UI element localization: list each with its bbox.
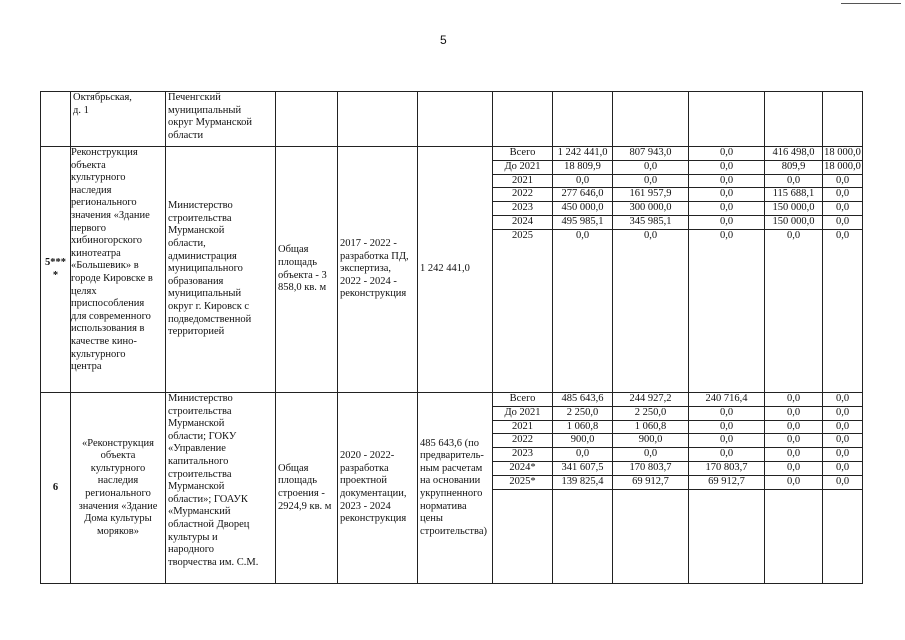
text-line: Министерство (168, 393, 233, 404)
funding-value: 0,0 (689, 407, 764, 421)
funding-value: 1 060,8 (613, 421, 688, 435)
capacity (276, 393, 338, 584)
text-line: культуры и (168, 531, 218, 543)
top-edge-line (841, 3, 901, 4)
funding-value: 244 927,2 (613, 393, 688, 407)
year-label: Всего (493, 393, 552, 407)
text-line: Мурманской (168, 418, 225, 430)
estimated-cost (418, 92, 493, 147)
text-line: приспособления (71, 298, 145, 310)
text-line: * (52, 269, 59, 281)
text-line: разработка (340, 462, 389, 474)
table-row (41, 393, 863, 584)
text-line: центра (71, 361, 102, 373)
text-line: областной Дворец (168, 518, 250, 530)
year-label: 2023 (493, 202, 552, 216)
text-line: строительства (168, 405, 232, 417)
table-row (41, 92, 863, 147)
year-label: 2022 (493, 188, 552, 202)
text-line: строения - (278, 488, 325, 499)
funding-value: 1 060,8 (553, 421, 612, 435)
text-line: Мурманской (168, 481, 225, 493)
text-line: культурного (90, 462, 146, 474)
text-line: Общая (278, 462, 309, 474)
funding-value: 0,0 (553, 448, 612, 462)
funding-value: 2 250,0 (613, 407, 688, 421)
funding-value: 150 000,0 (765, 202, 822, 216)
text-line: «Управление (168, 443, 226, 455)
funding-value: 0,0 (613, 175, 688, 189)
text-line: площадь (278, 475, 317, 487)
text-line: Министерство (168, 200, 233, 212)
years (493, 393, 553, 584)
text-line: «Реконструкция (82, 437, 154, 449)
year-label: 2021 (493, 421, 552, 435)
funding-local (765, 92, 823, 147)
funding-value: 416 498,0 (765, 147, 822, 161)
capacity (276, 92, 338, 147)
program-table (40, 91, 863, 584)
funding-value: 0,0 (823, 448, 862, 462)
funding-value: 0,0 (689, 147, 764, 161)
year-label: 2025 (512, 229, 533, 241)
funding-value: 0,0 (823, 202, 862, 216)
text-line: объекта (71, 159, 106, 171)
funding-value: 300 000,0 (613, 202, 688, 216)
text-line: 2020 - 2022- (340, 450, 395, 462)
text-line: наследия (71, 184, 112, 196)
funding-value: 0,0 (689, 421, 764, 435)
row-number (41, 147, 71, 393)
text-line: площадь (278, 256, 317, 268)
text-line: капитального (168, 455, 229, 467)
text-line: регионального (71, 197, 137, 209)
text-line: Октябрьская, (73, 92, 132, 103)
text-line: 485 643,6 (по (420, 437, 479, 449)
years (493, 147, 553, 393)
year-label: 2021 (493, 175, 552, 189)
funding-value: 1 242 441,0 (553, 147, 612, 161)
text-line: Реконструкция (71, 147, 138, 158)
text-line: наследия (97, 475, 139, 487)
funding-value: 0,0 (613, 448, 688, 462)
year-label: До 2021 (493, 161, 552, 175)
funding-regional (613, 393, 689, 584)
funding-value: 69 912,7 (613, 476, 688, 490)
text-line: первого (71, 222, 106, 234)
funding-value: 0,0 (823, 462, 862, 476)
text-line: области (168, 129, 204, 141)
object-name (71, 393, 166, 584)
funding-value: 0,0 (765, 421, 822, 435)
funding-value: 0,0 (765, 448, 822, 462)
text-line: д. 1 (73, 104, 89, 116)
funding-local (765, 147, 823, 393)
funding-value: 900,0 (613, 434, 688, 448)
text-line: Общая (278, 244, 309, 256)
text-line: значения «Здание (78, 500, 158, 512)
object-name (71, 92, 166, 147)
funding-other (823, 147, 863, 393)
text-line: муниципальный (168, 288, 242, 300)
row-number (41, 92, 71, 147)
funding-value: 485 643,6 (553, 393, 612, 407)
text-line: творчества им. С.М. (168, 556, 259, 568)
funding-value: 495 985,1 (553, 216, 612, 230)
funding-value: 0,0 (689, 175, 764, 189)
text-line: народного (168, 544, 214, 556)
text-line: округ Мурманской (168, 117, 253, 129)
funding-value: 69 912,7 (689, 476, 764, 490)
funding-total (553, 92, 613, 147)
text-line: Мурманской (168, 225, 225, 237)
year-label: 2025* (493, 476, 552, 490)
funding-value: 0,0 (689, 188, 764, 202)
period (338, 393, 418, 584)
text-line: предваритель- (420, 450, 484, 462)
text-line: экспертиза, (340, 263, 392, 275)
funding-value: 0,0 (689, 161, 764, 175)
text-line: Дома культуры (84, 513, 152, 525)
funding-other (823, 393, 863, 584)
text-line: «Мурманский (168, 506, 231, 518)
text-line: 1 242 441,0 (420, 263, 470, 275)
text-line: культурного (71, 172, 126, 184)
funding-value: 0,0 (765, 175, 822, 189)
funding-value: 18 000,0 (823, 161, 862, 175)
text-line: кинотеатра (71, 247, 121, 259)
year-label: Всего (493, 147, 552, 161)
funding-value: 809,9 (765, 161, 822, 175)
funding-value: 240 716,4 (689, 393, 764, 407)
capacity (276, 147, 338, 393)
funding-value: 0,0 (823, 434, 862, 448)
funding-value: 0,0 (823, 407, 862, 421)
funding-regional (613, 92, 689, 147)
text-line: муниципальный (168, 104, 242, 116)
funding-value: 450 000,0 (553, 202, 612, 216)
funding-value: 0,0 (823, 393, 862, 407)
funding-value: 0,0 (553, 175, 612, 189)
text-line: городе Кировске в (71, 272, 153, 284)
text-line: качестве кино- (71, 335, 137, 347)
funding-value: 18 000,0 (823, 147, 862, 161)
funding-value: 0,0 (689, 434, 764, 448)
funding-value: 0,0 (765, 393, 822, 407)
customer (166, 92, 276, 147)
funding-value: 0,0 (719, 229, 734, 241)
text-line: документации, (340, 488, 407, 499)
text-line: строительства (168, 212, 232, 224)
estimated-cost (418, 147, 493, 393)
funding-value: 0,0 (765, 434, 822, 448)
text-line: 858,0 кв. м (278, 282, 327, 294)
text-line: культурного (71, 348, 126, 360)
funding-value: 139 825,4 (553, 476, 612, 490)
text-line: области»; ГОАУК (168, 493, 248, 505)
text-line: объекта (100, 450, 136, 462)
text-line: значения «Здание (71, 209, 150, 221)
estimated-cost (418, 393, 493, 584)
funding-value: 150 000,0 (765, 216, 822, 230)
funding-value: 161 957,9 (613, 188, 688, 202)
text-line: области; ГОКУ (168, 430, 237, 442)
year-label: 2024 (493, 216, 552, 230)
year-label: 2022 (493, 434, 552, 448)
funding-regional (613, 147, 689, 393)
funding-value: 0,0 (823, 421, 862, 435)
text-line: ным расчетам (420, 462, 483, 474)
text-line: области, (168, 238, 206, 250)
text-line: 2022 - 2024 - (340, 275, 397, 287)
funding-value: 0,0 (823, 188, 862, 202)
funding-federal (689, 147, 765, 393)
funding-value: 0,0 (786, 229, 801, 241)
funding-value: 0,0 (765, 462, 822, 476)
text-line: 2023 - 2024 (340, 500, 391, 512)
object-name (71, 147, 166, 393)
funding-value: 18 809,9 (553, 161, 612, 175)
funding-value: 341 607,5 (553, 462, 612, 476)
text-line: территорией (168, 326, 225, 338)
text-line: регионального (85, 488, 151, 499)
customer (166, 147, 276, 393)
text-line: администрация (168, 250, 237, 262)
text-line: 2924,9 кв. м (278, 500, 332, 512)
table-row (41, 147, 863, 393)
funding-value: 170 803,7 (613, 462, 688, 476)
text-line: использования в (71, 323, 145, 335)
text-line: норматива (420, 500, 467, 512)
funding-value: 0,0 (765, 476, 822, 490)
funding-value: 900,0 (553, 434, 612, 448)
funding-value: 2 250,0 (553, 407, 612, 421)
text-line: «Большевик» в (71, 260, 139, 272)
text-line: 2017 - 2022 - (340, 238, 397, 250)
funding-value: 0,0 (835, 229, 850, 241)
text-line: подведомственной (168, 313, 252, 325)
text-line: строительства) (420, 525, 487, 537)
text-line: округ г. Кировск с (168, 300, 250, 312)
text-line: 5*** (45, 256, 66, 268)
funding-value: 0,0 (575, 229, 590, 241)
funding-federal (689, 393, 765, 584)
text-line: хибиногорского (71, 235, 143, 247)
text-line: разработка ПД, (340, 250, 409, 262)
funding-value: 115 688,1 (765, 188, 822, 202)
text-line: цены (420, 513, 443, 525)
funding-federal (689, 92, 765, 147)
text-line: объекта - 3 (278, 269, 327, 281)
row-number (41, 393, 71, 584)
funding-value: 277 646,0 (553, 188, 612, 202)
text-line: реконструкция (340, 288, 407, 300)
funding-total (553, 147, 613, 393)
text-line: образования (168, 275, 224, 287)
funding-total (553, 393, 613, 584)
year-label: 2023 (493, 448, 552, 462)
years (493, 92, 553, 147)
text-line: Печенгский (168, 92, 221, 103)
period (338, 92, 418, 147)
funding-value: 345 985,1 (613, 216, 688, 230)
text-line: 6 (52, 481, 59, 493)
funding-local (765, 393, 823, 584)
text-line: укрупненного (420, 488, 483, 499)
funding-value: 0,0 (823, 175, 862, 189)
text-line: для современного (71, 310, 151, 322)
customer (166, 393, 276, 584)
period (338, 147, 418, 393)
text-line: проектной (340, 475, 387, 487)
text-line: реконструкция (340, 513, 407, 525)
text-line: моряков» (97, 525, 139, 537)
funding-value: 0,0 (643, 229, 658, 241)
text-line: целях (71, 285, 97, 297)
text-line: строительства (168, 468, 232, 480)
funding-value: 0,0 (689, 448, 764, 462)
year-label: До 2021 (493, 407, 552, 421)
text-line: муниципального (168, 263, 243, 275)
funding-value: 807 943,0 (613, 147, 688, 161)
funding-value: 0,0 (689, 202, 764, 216)
funding-other (823, 92, 863, 147)
text-line: на основании (420, 475, 481, 487)
funding-value: 0,0 (613, 161, 688, 175)
funding-value: 0,0 (823, 216, 862, 230)
funding-value: 0,0 (823, 476, 862, 490)
year-label: 2024* (493, 462, 552, 476)
page-number: 5 (440, 33, 447, 47)
funding-value: 0,0 (689, 216, 764, 230)
funding-value: 0,0 (765, 407, 822, 421)
funding-value: 170 803,7 (689, 462, 764, 476)
